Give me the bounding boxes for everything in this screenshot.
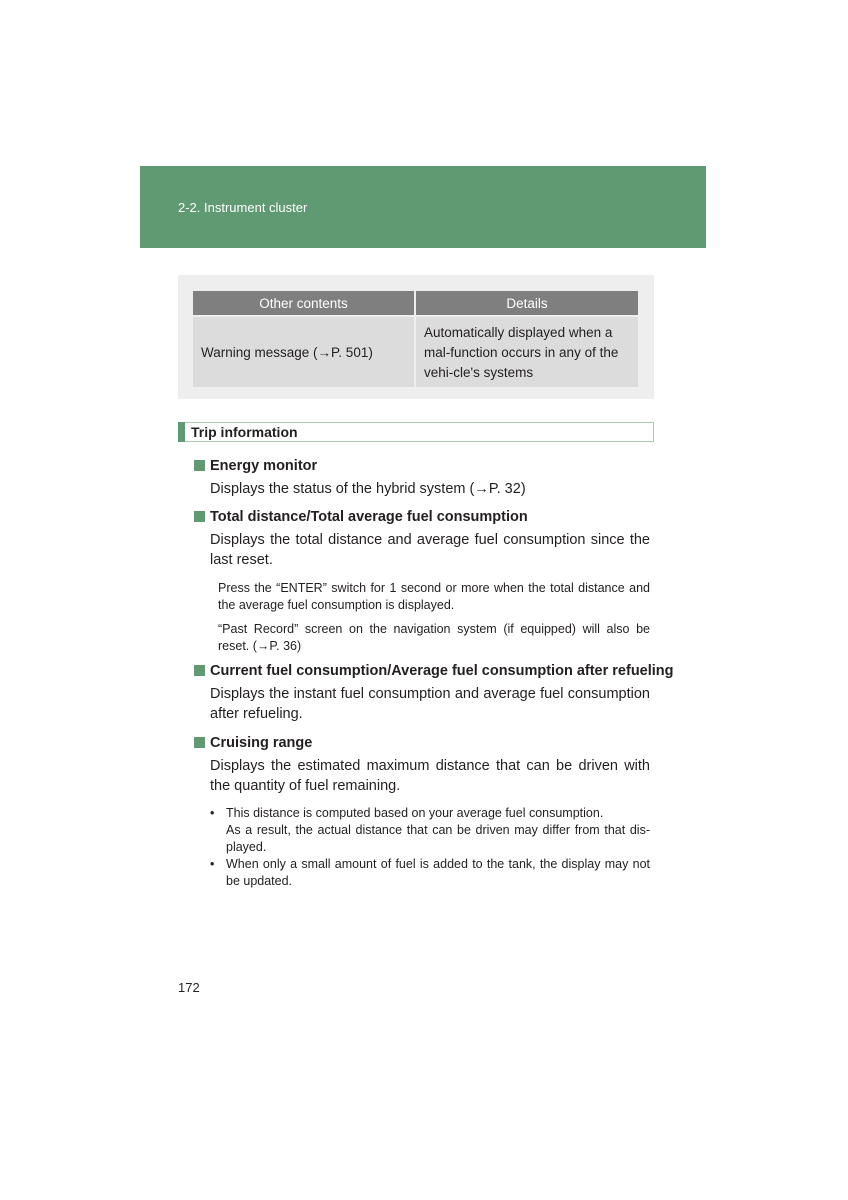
table-header-row xyxy=(193,291,638,316)
item-body-total-distance: Displays the total distance and average fuel consumption since the last reset. xyxy=(210,532,650,568)
bullet-dot-icon: • xyxy=(210,806,215,820)
item-heading-cruising-range: Cruising range xyxy=(194,735,312,751)
cell-warning-details: Automatically displayed when a mal-function occurs in any of the vehi-cle's systems xyxy=(415,316,638,387)
trip-information-heading xyxy=(178,422,654,442)
heading-accent-bar xyxy=(178,422,185,442)
item-heading-total-distance: Total distance/Total average fuel consumption xyxy=(194,509,528,525)
item-body-energy-monitor: Displays the status of the hybrid system (→P. 32) xyxy=(210,481,526,497)
square-bullet-icon xyxy=(194,511,205,522)
page-number: 172 xyxy=(178,980,200,995)
contents-table-panel xyxy=(178,275,654,399)
table-row xyxy=(193,316,638,387)
item-body-cruising-range: Displays the estimated maximum distance that can be driven with the quantity of fuel remaining. xyxy=(210,758,650,794)
column-header-details: Details xyxy=(415,291,638,316)
note-past-record: “Past Record” screen on the navigation system (if equipped) will also be reset. (→P. 36) xyxy=(218,622,650,653)
note-reset-enter-switch: Press the “ENTER” switch for 1 second or more when the total distance and the average fuel consumption is displayed. xyxy=(218,581,650,612)
bullet-item-small-fuel-added: • When only a small amount of fuel is added to the tank, the display may not be updated. xyxy=(210,857,650,888)
heading-title: Trip information xyxy=(191,424,298,440)
bullet-item-average-consumption: • This distance is computed based on your average fuel consumption. As a result, the actual distance that can be driven may differ from that dis-played. xyxy=(210,806,650,854)
cell-warning-message: Warning message (→P. 501) xyxy=(193,316,415,387)
square-bullet-icon xyxy=(194,460,205,471)
contents-table xyxy=(193,291,638,387)
bullet-dot-icon: • xyxy=(210,857,215,871)
section-label: 2-2. Instrument cluster xyxy=(178,200,308,215)
item-body-current-fuel-consumption: Displays the instant fuel consumption and average fuel consumption after refueling. xyxy=(210,686,650,722)
square-bullet-icon xyxy=(194,737,205,748)
item-heading-current-fuel-consumption: Current fuel consumption/Average fuel consumption after refueling xyxy=(194,663,674,679)
column-header-other-contents: Other contents xyxy=(193,291,415,316)
item-heading-energy-monitor: Energy monitor xyxy=(194,458,317,474)
section-header-band xyxy=(140,166,706,248)
square-bullet-icon xyxy=(194,665,205,676)
